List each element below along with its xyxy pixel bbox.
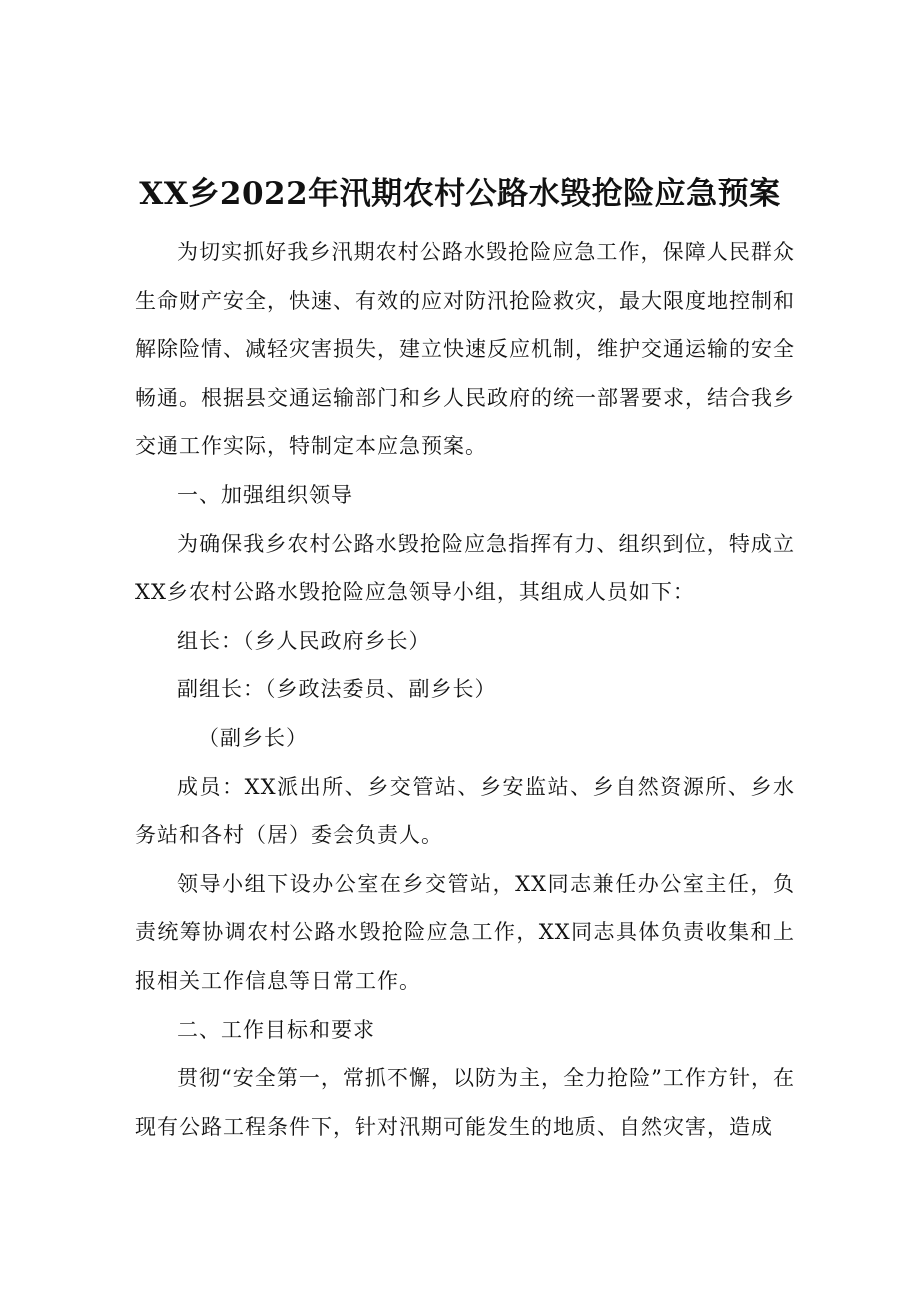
paragraph-leadership-group: 为确保我乡农村公路水毁抢险应急指挥有力、组织到位，特成立XX乡农村公路水毁抢险应急领导小组，其组成人员如下：: [135, 531, 795, 605]
paragraph-deputy-leader: 副组长：（乡政法委员、副乡长）: [177, 677, 497, 702]
paragraph-deputy-leader-2: （副乡长）: [198, 725, 308, 750]
paragraph-policy: 贯彻“安全第一，常抓不懈，以防为主，全力抢险”工作方针，在现有公路工程条件下，针对汛期可能发生的地质、自然灾害，造成: [135, 1066, 795, 1139]
paragraph-members: 成员：XX派出所、乡交管站、乡安监站、乡自然资源所、乡水务站和各村（居）委会负责人。: [135, 774, 795, 848]
section-heading-2: 二、工作目标和要求: [177, 1017, 375, 1042]
document-body: [135, 228, 795, 1151]
paragraph-group-leader: 组长：（乡人民政府乡长）: [177, 628, 431, 653]
document-title: XX乡2022年汛期农村公路水毁抢险应急预案: [139, 176, 781, 212]
section-heading-1: 一、加强组织领导: [177, 482, 353, 507]
paragraph-intro: 为切实抓好我乡汛期农村公路水毁抢险应急工作，保障人民群众生命财产安全，快速、有效的应对防汛抢险救灾，最大限度地控制和解除险情、减轻灾害损失，建立快速反应机制，维护交通运输的安全畅通。根据县交通运输部门和乡人民政府的统一部署要求，结合我乡交通工作实际，特制定本应急预案。: [135, 240, 795, 459]
paragraph-office: 领导小组下设办公室在乡交管站，XX同志兼任办公室主任，负责统筹协调农村公路水毁抢险应急工作，XX同志具体负责收集和上报相关工作信息等日常工作。: [135, 871, 795, 993]
